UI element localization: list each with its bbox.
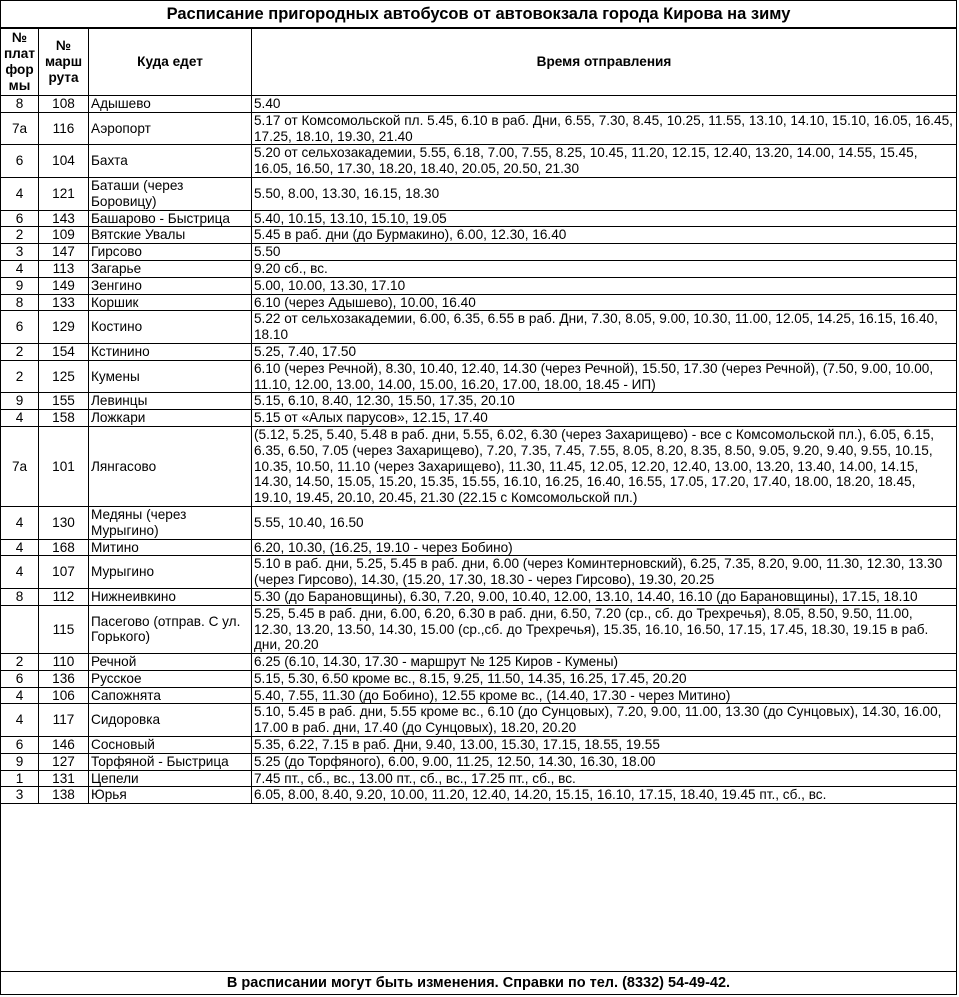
table-row	[1, 112, 957, 145]
times-cell: 5.17 от Комсомольской пл. 5.45, 6.10 в раб. Дни, 6.55, 7.30, 8.45, 10.25, 11.55, 13.10, 14.10, 15.10, 16.05, 16.45, 17.25, 18.10, 19.30, 21.40	[252, 112, 957, 145]
destination-cell: Зенгино	[89, 277, 252, 294]
table-row	[1, 539, 957, 556]
table-row	[1, 343, 957, 360]
table-row	[1, 260, 957, 277]
platform-cell: 4	[1, 260, 39, 277]
table-row	[1, 145, 957, 178]
route-cell: 155	[39, 393, 89, 410]
platform-cell: 2	[1, 654, 39, 671]
platform-cell: 8	[1, 294, 39, 311]
destination-cell: Русское	[89, 670, 252, 687]
route-cell: 113	[39, 260, 89, 277]
times-cell: 5.40	[252, 96, 957, 113]
table-row	[1, 704, 957, 737]
times-cell: 5.10 в раб. дни, 5.25, 5.45 в раб. дни, 6.00 (через Коминтерновский), 6.25, 7.35, 8.20, 9.00, 11.30, 12.30, 13.30 (через Гирсово), 14.30, (15.20, 17.30, 18.30 - через Гирсово), 19.30, 20.25	[252, 556, 957, 589]
destination-cell: Костино	[89, 311, 252, 344]
table-row	[1, 277, 957, 294]
schedule-table	[0, 28, 957, 804]
route-cell: 117	[39, 704, 89, 737]
platform-cell: 6	[1, 670, 39, 687]
table-row	[1, 96, 957, 113]
route-cell: 143	[39, 210, 89, 227]
times-cell: 5.35, 6.22, 7.15 в раб. Дни, 9.40, 13.00, 15.30, 17.15, 18.55, 19.55	[252, 737, 957, 754]
times-cell: 5.25, 7.40, 17.50	[252, 343, 957, 360]
table-row	[1, 294, 957, 311]
destination-cell: Лянгасово	[89, 426, 252, 506]
route-cell: 104	[39, 145, 89, 178]
table-row	[1, 244, 957, 261]
times-cell: 5.45 в раб. дни (до Бурмакино), 6.00, 12.30, 16.40	[252, 227, 957, 244]
route-cell: 116	[39, 112, 89, 145]
destination-cell: Нижнеивкино	[89, 588, 252, 605]
footer-note: В расписании могут быть изменения. Справки по тел. (8332) 54-49-42.	[1, 971, 956, 994]
table-row	[1, 770, 957, 787]
route-cell: 112	[39, 588, 89, 605]
platform-cell: 1	[1, 770, 39, 787]
platform-cell: 4	[1, 556, 39, 589]
destination-cell: Баташи (через Боровицу)	[89, 177, 252, 210]
table-row	[1, 506, 957, 539]
destination-cell: Митино	[89, 539, 252, 556]
route-cell: 127	[39, 753, 89, 770]
route-cell: 136	[39, 670, 89, 687]
table-row	[1, 687, 957, 704]
route-cell: 147	[39, 244, 89, 261]
table-row	[1, 737, 957, 754]
route-cell: 107	[39, 556, 89, 589]
header-row	[1, 29, 957, 96]
destination-cell: Гирсово	[89, 244, 252, 261]
times-cell: 5.25, 5.45 в раб. дни, 6.00, 6.20, 6.30 в раб. дни, 6.50, 7.20 (ср., сб. до Трехречья), 8.05, 8.50, 9.50, 11.00, 12.30, 13.20, 13.50, 14.30, 15.00 (ср.,сб. до Трехречья), 15.35, 16.10, 16.50, 17.15, 17.45, 18.30, 19.15 в раб. дни, 20.20	[252, 605, 957, 653]
times-cell: (5.12, 5.25, 5.40, 5.48 в раб. дни, 5.55, 6.02, 6.30 (через Захарищево) - все с Комсомольской пл.), 6.05, 6.15, 6.35, 6.50, 7.05 (через Захарищево), 7.20, 7.35, 7.45, 7.55, 8.05, 8.20, 8.35, 8.50, 9.05, 9.20, 9.40, 9.55, 10.15, 10.35, 10.50, 11.10 (через Захарищево), 11.30, 11.45, 12.05, 12.20, 12.40, 13.00, 13.20, 13.40, 14.00, 14.15, 14.30, 14.50, 15.05, 15.20, 15.35, 15.55, 16.10, 16.25, 16.40, 16.55, 17.05, 17.20, 17.40, 18.00, 18.20, 18.45, 19.10, 19.45, 20.10, 20.45, 21.30 (22.15 с Комсомольской пл.)	[252, 426, 957, 506]
platform-cell: 2	[1, 360, 39, 393]
route-cell: 108	[39, 96, 89, 113]
route-cell: 106	[39, 687, 89, 704]
table-row	[1, 605, 957, 653]
route-cell: 101	[39, 426, 89, 506]
platform-cell: 6	[1, 311, 39, 344]
platform-cell: 6	[1, 145, 39, 178]
times-cell: 6.25 (6.10, 14.30, 17.30 - маршрут № 125 Киров - Кумены)	[252, 654, 957, 671]
platform-cell: 4	[1, 506, 39, 539]
times-cell: 5.40, 7.55, 11.30 (до Бобино), 12.55 кроме вс., (14.40, 17.30 - через Митино)	[252, 687, 957, 704]
table-row	[1, 227, 957, 244]
table-row	[1, 360, 957, 393]
destination-cell: Сапожнята	[89, 687, 252, 704]
times-cell: 6.10 (через Адышево), 10.00, 16.40	[252, 294, 957, 311]
destination-cell: Ложкари	[89, 410, 252, 427]
table-row	[1, 426, 957, 506]
times-cell: 6.05, 8.00, 8.40, 9.20, 10.00, 11.20, 12.40, 14.20, 15.15, 16.10, 17.15, 18.40, 19.45 пт., сб., вс.	[252, 787, 957, 804]
destination-cell: Юрья	[89, 787, 252, 804]
platform-cell: 6	[1, 210, 39, 227]
table-row	[1, 311, 957, 344]
route-cell: 131	[39, 770, 89, 787]
platform-cell: 9	[1, 753, 39, 770]
times-cell: 5.15, 6.10, 8.40, 12.30, 15.50, 17.35, 20.10	[252, 393, 957, 410]
times-cell: 5.20 от сельхозакадемии, 5.55, 6.18, 7.00, 7.55, 8.25, 10.45, 11.20, 12.15, 12.40, 13.20, 14.00, 14.55, 15.45, 16.05, 16.50, 17.30, 18.20, 18.40, 20.05, 20.50, 21.30	[252, 145, 957, 178]
platform-cell: 4	[1, 539, 39, 556]
route-cell: 146	[39, 737, 89, 754]
header-platform: № плат фор мы	[1, 29, 39, 96]
table-row	[1, 393, 957, 410]
platform-cell: 4	[1, 177, 39, 210]
platform-cell: 7а	[1, 112, 39, 145]
table-row	[1, 177, 957, 210]
platform-cell: 4	[1, 687, 39, 704]
times-cell: 5.30 (до Барановщины), 6.30, 7.20, 9.00, 10.40, 12.00, 13.10, 14.40, 16.10 (до Барановщины), 17.15, 18.10	[252, 588, 957, 605]
times-cell: 5.55, 10.40, 16.50	[252, 506, 957, 539]
platform-cell: 2	[1, 227, 39, 244]
destination-cell: Торфяной - Быстрица	[89, 753, 252, 770]
destination-cell: Загарье	[89, 260, 252, 277]
destination-cell: Левинцы	[89, 393, 252, 410]
destination-cell: Речной	[89, 654, 252, 671]
platform-cell: 8	[1, 96, 39, 113]
times-cell: 5.22 от сельхозакадемии, 6.00, 6.35, 6.55 в раб. Дни, 7.30, 8.05, 9.00, 10.30, 11.00, 12.05, 14.25, 16.15, 16.40, 18.10	[252, 311, 957, 344]
destination-cell: Адышево	[89, 96, 252, 113]
times-cell: 6.10 (через Речной), 8.30, 10.40, 12.40, 14.30 (через Речной), 15.50, 17.30 (через Речной), (7.50, 9.00, 10.00, 11.10, 12.00, 13.00, 14.00, 15.00, 16.20, 17.00, 18.00, 18.45 - ИП)	[252, 360, 957, 393]
schedule-rows	[1, 96, 957, 804]
route-cell: 130	[39, 506, 89, 539]
route-cell: 138	[39, 787, 89, 804]
header-destination: Куда едет	[89, 29, 252, 96]
table-row	[1, 588, 957, 605]
destination-cell: Коршик	[89, 294, 252, 311]
times-cell: 5.40, 10.15, 13.10, 15.10, 19.05	[252, 210, 957, 227]
table-row	[1, 210, 957, 227]
platform-cell: 8	[1, 588, 39, 605]
destination-cell: Сидоровка	[89, 704, 252, 737]
destination-cell: Мурыгино	[89, 556, 252, 589]
route-cell: 110	[39, 654, 89, 671]
table-row	[1, 670, 957, 687]
platform-cell: 3	[1, 787, 39, 804]
times-cell: 7.45 пт., сб., вс., 13.00 пт., сб., вс., 17.25 пт., сб., вс.	[252, 770, 957, 787]
destination-cell: Кстинино	[89, 343, 252, 360]
route-cell: 149	[39, 277, 89, 294]
destination-cell: Кумены	[89, 360, 252, 393]
destination-cell: Вятские Увалы	[89, 227, 252, 244]
route-cell: 115	[39, 605, 89, 653]
destination-cell: Аэропорт	[89, 112, 252, 145]
platform-cell: 6	[1, 737, 39, 754]
table-row	[1, 654, 957, 671]
platform-cell: 4	[1, 410, 39, 427]
platform-cell	[1, 605, 39, 653]
times-cell: 5.50	[252, 244, 957, 261]
route-cell: 121	[39, 177, 89, 210]
times-cell: 5.50, 8.00, 13.30, 16.15, 18.30	[252, 177, 957, 210]
header-route: № марш рута	[39, 29, 89, 96]
route-cell: 168	[39, 539, 89, 556]
route-cell: 154	[39, 343, 89, 360]
route-cell: 133	[39, 294, 89, 311]
times-cell: 5.10, 5.45 в раб. дни, 5.55 кроме вс., 6.10 (до Сунцовых), 7.20, 9.00, 11.00, 13.30 (до Сунцовых), 14.30, 16.00, 17.00 в раб. дни, 17.40 (до Сунцовых), 18.20, 20.20	[252, 704, 957, 737]
times-cell: 9.20 сб., вс.	[252, 260, 957, 277]
table-row	[1, 753, 957, 770]
route-cell: 158	[39, 410, 89, 427]
times-cell: 5.15, 5.30, 6.50 кроме вс., 8.15, 9.25, 11.50, 14.35, 16.25, 17.45, 20.20	[252, 670, 957, 687]
route-cell: 129	[39, 311, 89, 344]
platform-cell: 7а	[1, 426, 39, 506]
platform-cell: 9	[1, 277, 39, 294]
table-row	[1, 787, 957, 804]
times-cell: 5.15 от «Алых парусов», 12.15, 17.40	[252, 410, 957, 427]
platform-cell: 2	[1, 343, 39, 360]
platform-cell: 9	[1, 393, 39, 410]
destination-cell: Пасегово (отправ. С ул. Горького)	[89, 605, 252, 653]
destination-cell: Цепели	[89, 770, 252, 787]
page-title: Расписание пригородных автобусов от автовокзала города Кирова на зиму	[1, 1, 956, 28]
times-cell: 5.25 (до Торфяного), 6.00, 9.00, 11.25, 12.50, 14.30, 16.30, 18.00	[252, 753, 957, 770]
destination-cell: Медяны (через Мурыгино)	[89, 506, 252, 539]
route-cell: 109	[39, 227, 89, 244]
platform-cell: 4	[1, 704, 39, 737]
times-cell: 6.20, 10.30, (16.25, 19.10 - через Бобино)	[252, 539, 957, 556]
platform-cell: 3	[1, 244, 39, 261]
route-cell: 125	[39, 360, 89, 393]
destination-cell: Сосновый	[89, 737, 252, 754]
destination-cell: Башарово - Быстрица	[89, 210, 252, 227]
header-times: Время отправления	[252, 29, 957, 96]
destination-cell: Бахта	[89, 145, 252, 178]
table-row	[1, 556, 957, 589]
times-cell: 5.00, 10.00, 13.30, 17.10	[252, 277, 957, 294]
table-row	[1, 410, 957, 427]
